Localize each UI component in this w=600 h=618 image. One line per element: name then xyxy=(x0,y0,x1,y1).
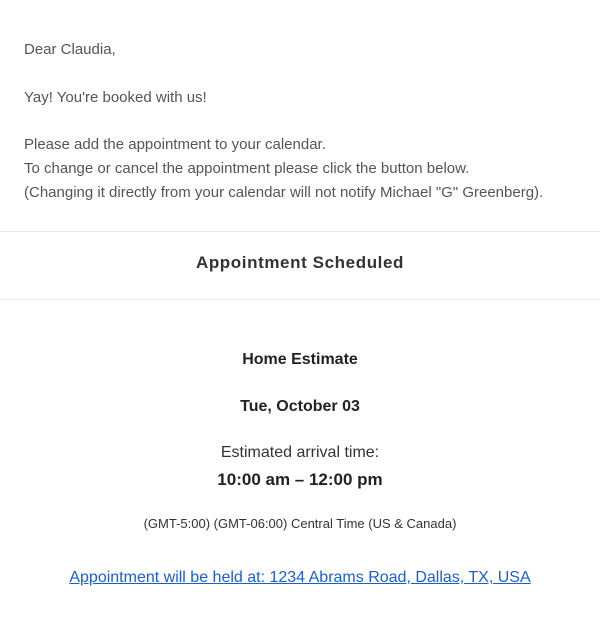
instruction-line-2: To change or cancel the appointment please click the button below. xyxy=(24,160,470,177)
arrival-label: Estimated arrival time: xyxy=(220,444,380,461)
top-divider xyxy=(0,231,600,232)
instruction-line-1: Please add the appointment to your calendar. xyxy=(24,136,326,153)
bottom-divider xyxy=(0,299,600,300)
instruction-line-3: (Changing it directly from your calendar will not notify Michael "G" Greenberg). xyxy=(24,184,544,201)
appointment-date: Tue, October 03 xyxy=(240,398,360,415)
booked-message: Yay! You're booked with us! xyxy=(24,89,207,106)
arrival-time: 10:00 am – 12:00 pm xyxy=(217,470,383,489)
timezone-text: (GMT-5:00) (GMT-06:00) Central Time (US & Canada) xyxy=(143,516,457,531)
greeting-text: Dear Claudia, xyxy=(24,41,116,58)
location-link[interactable]: Appointment will be held at: 1234 Abrams Road, Dallas, TX, USA xyxy=(69,569,531,586)
service-name: Home Estimate xyxy=(242,351,358,368)
section-title: Appointment Scheduled xyxy=(195,253,405,272)
